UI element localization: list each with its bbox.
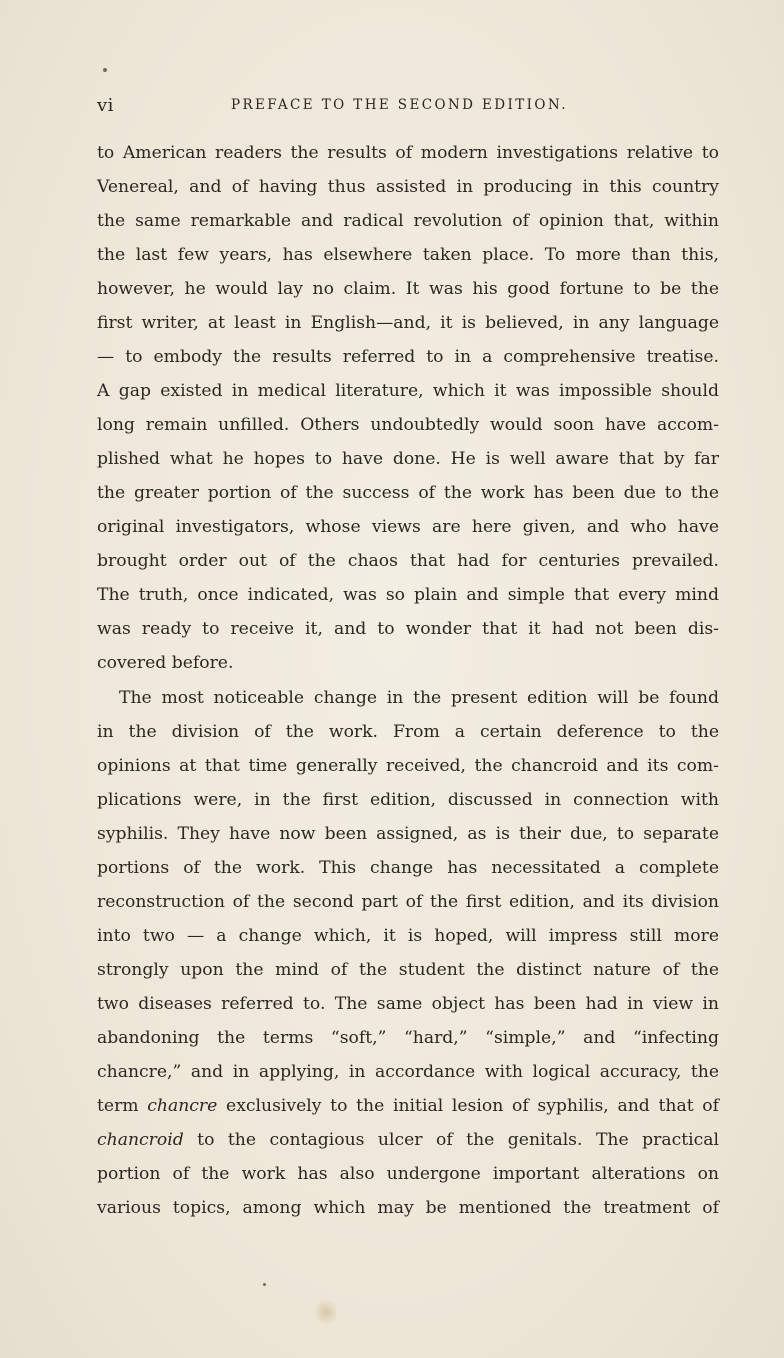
text-line: strongly upon the mind of the student the distinct nature of the [97,960,719,980]
text-line: in the division of the work. From a certain deference to the [97,722,719,742]
text-line: original investigators, whose views are here given, and who have [97,517,719,537]
text-line: portion of the work has also undergone important alterations on [97,1164,719,1184]
text-line: portions of the work. This change has necessitated a complete [97,858,719,878]
text-line: first writer, at least in English—and, it is believed, in any language [97,313,719,333]
text-line: The truth, once indicated, was so plain and simple that every mind [97,585,719,605]
text-line: reconstruction of the second part of the first edition, and its division [97,892,719,912]
body-text [97,136,719,1225]
foxing-stain [315,1298,337,1326]
text-line: plished what he hopes to have done. He is well aware that by far [97,449,719,469]
text-line-with-italic [97,1089,719,1123]
text-line: syphilis. They have now been assigned, as is their due, to separate [97,824,719,844]
text-line: the greater portion of the success of the work has been due to the [97,483,719,503]
text-segment: to the contagious ulcer of the genitals. The practical [183,1130,719,1150]
text-line: covered before. [97,653,234,673]
page-number: vi [97,95,114,116]
text-line: long remain unfilled. Others undoubtedly would soon have accom- [97,415,719,435]
text-line-with-italic [97,1123,719,1157]
text-segment: exclusively to the initial lesion of syphilis, and that of [217,1096,720,1116]
text-line: brought order out of the chaos that had for centuries prevailed. [97,551,719,571]
ink-speck [263,1283,266,1286]
text-line: to American readers the results of modern investigations relative to [97,143,719,163]
text-segment: term [97,1096,148,1116]
ink-speck [103,68,107,72]
text-line: Venereal, and of having thus assisted in producing in this country [97,177,719,197]
text-line: various topics, among which may be mentioned the treatment of [97,1198,719,1218]
text-line: two diseases referred to. The same object has been had in view in [97,994,719,1014]
running-title: PREFACE TO THE SECOND EDITION. [231,97,568,113]
text-line: chancre,” and in applying, in accordance with logical accuracy, the [97,1062,719,1082]
text-line: abandoning the terms “soft,” “hard,” “simple,” and “infecting [97,1028,719,1048]
italic-term: chancre [147,1096,218,1116]
page-header [97,95,719,119]
text-line: was ready to receive it, and to wonder that it had not been dis- [97,619,719,639]
text-line: into two — a change which, it is hoped, will impress still more [97,926,719,946]
text-line: A gap existed in medical literature, which it was impossible should [97,381,719,401]
text-line: — to embody the results referred to in a comprehensive treatise. [97,347,719,367]
text-line: plications were, in the first edition, discussed in connection with [97,790,719,810]
paragraph-start-line: The most noticeable change in the present edition will be found [119,688,719,708]
text-line: however, he would lay no claim. It was his good fortune to be the [97,279,719,299]
italic-term: chancroid [97,1130,184,1150]
text-line: opinions at that time generally received, the chancroid and its com- [97,756,719,776]
text-line: the last few years, has elsewhere taken place. To more than this, [97,245,719,265]
text-line: the same remarkable and radical revolution of opinion that, within [97,211,719,231]
